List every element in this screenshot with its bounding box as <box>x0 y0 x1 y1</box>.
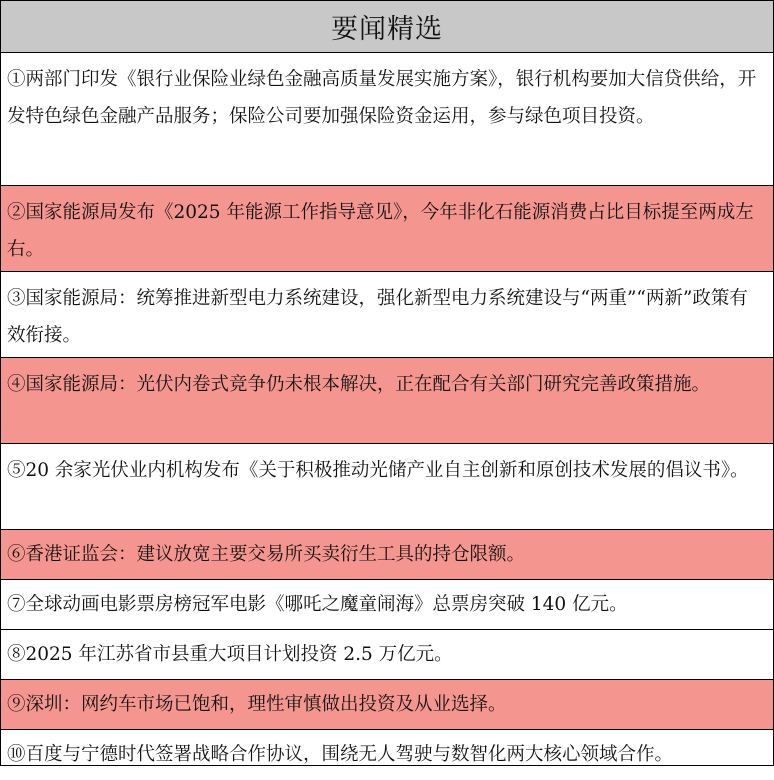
news-item-4: ④国家能源局：光伏内卷式竞争仍未根本解决，正在配合有关部门研究完善政策措施。 <box>1 358 773 444</box>
news-item-10: ⑩百度与宁德时代签署战略合作协议，围绕无人驾驶与数智化两大核心领域合作。 <box>7 744 674 765</box>
news-item-8: ⑧2025 年江苏省市县重大项目计划投资 2.5 万亿元。 <box>1 630 773 680</box>
table-title: 要闻精选 <box>1 1 773 53</box>
news-item-2: ②国家能源局发布《2025 年能源工作指导意见》，今年非化石能源消费占比目标提至两成左右。 <box>1 186 773 272</box>
news-item-6: ⑥香港证监会：建议放宽主要交易所买卖衍生工具的持仓限额。 <box>1 530 773 580</box>
news-item-9: ⑨深圳：网约车市场已饱和，理性审慎做出投资及从业选择。 <box>1 680 773 730</box>
news-item-7: ⑦全球动画电影票房榜冠军电影《哪吒之魔童闹海》总票房突破 140 亿元。 <box>1 580 773 630</box>
news-item-5: ⑤20 余家光伏业内机构发布《关于积极推动光储产业自主创新和原创技术发展的倡议书》。 <box>1 444 773 530</box>
news-item-1: ①两部门印发《银行业保险业绿色金融高质量发展实施方案》，银行机构要加大信贷供给，开发特色绿色金融产品服务；保险公司要加强保险资金运用，参与绿色项目投资。 <box>1 53 773 186</box>
news-item-3: ③国家能源局：统筹推进新型电力系统建设，强化新型电力系统建设与“两重”“两新”政策有效衔接。 <box>1 272 773 358</box>
